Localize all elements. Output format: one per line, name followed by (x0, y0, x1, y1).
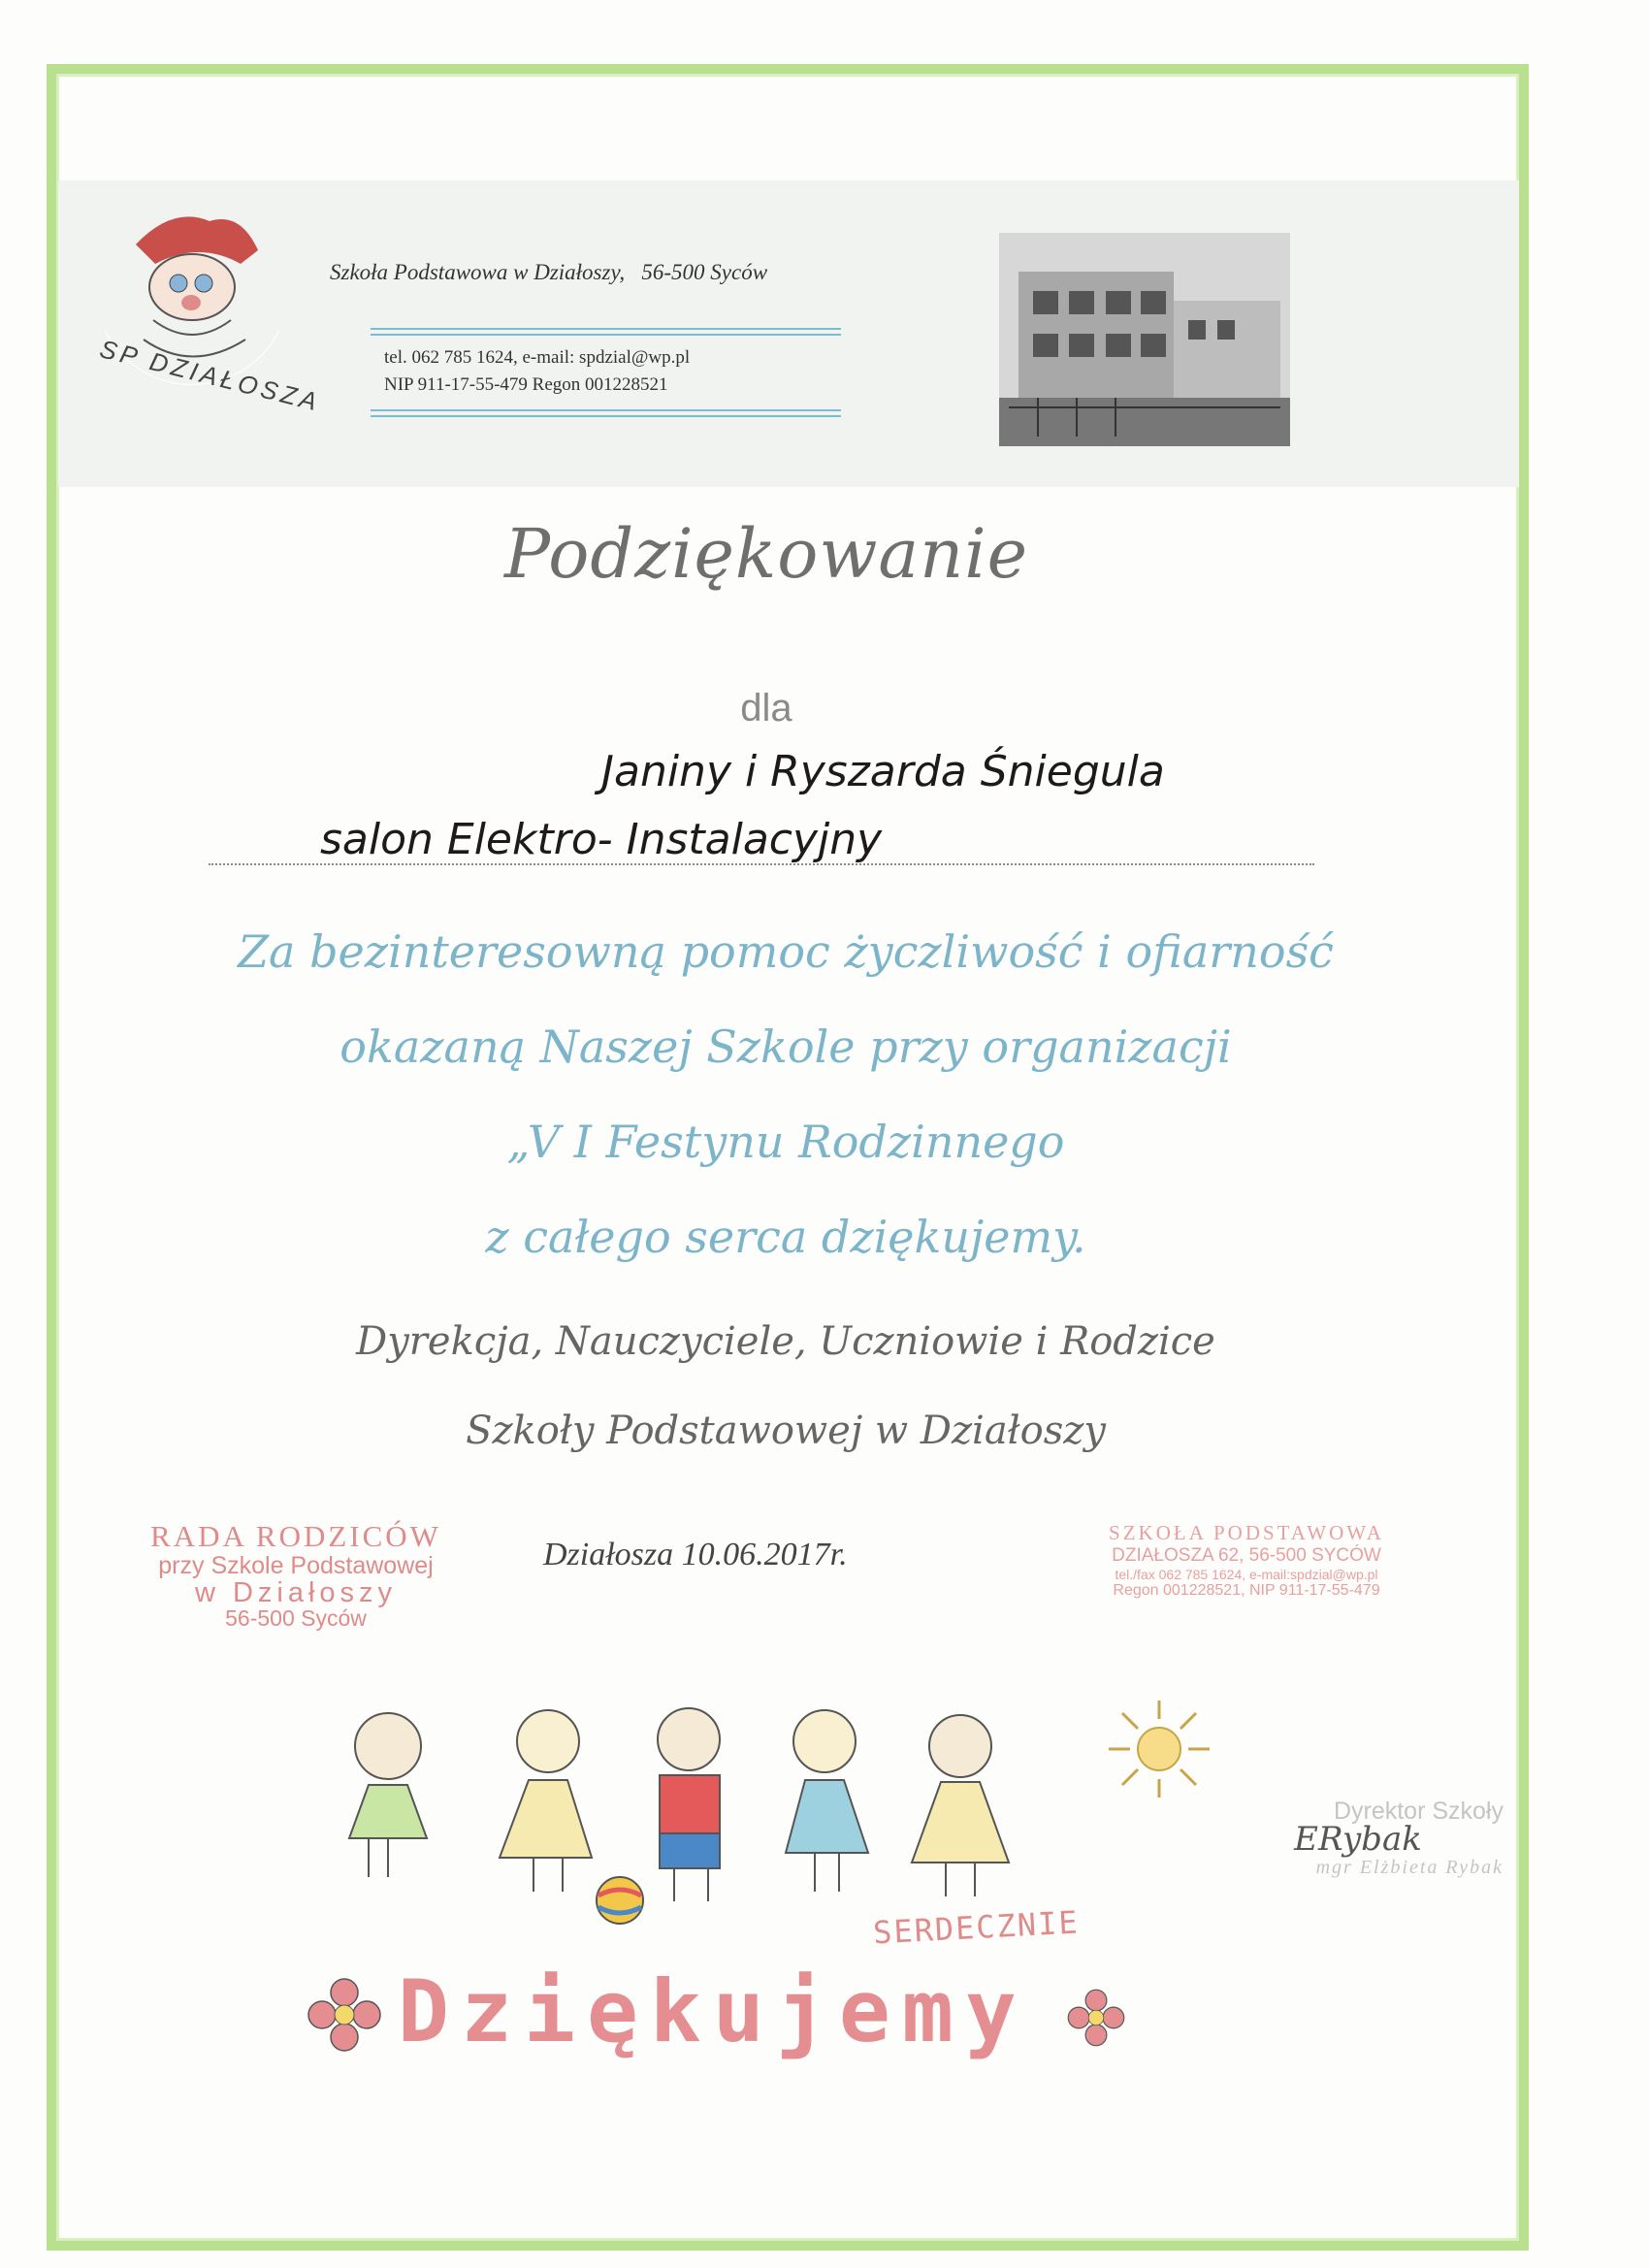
stamp-left-line: 56-500 Syców (225, 1605, 367, 1632)
message-line-4: z całego serca dziękujemy. (485, 1211, 1086, 1263)
certificate-title: Podziękowanie (503, 514, 1029, 594)
stamp-right-line: DZIAŁOSZA 62, 56-500 SYCÓW (1112, 1545, 1381, 1566)
message-line-1: Za bezinteresowną pomoc życzliwość i ofiarność (238, 925, 1334, 978)
issue-date: Działosza 10.06.2017r. (543, 1537, 848, 1572)
for-label: dla (740, 687, 792, 729)
recipient-dotted-line (209, 863, 1314, 865)
flower-icon (301, 1971, 388, 2058)
ball-drawing (594, 1874, 646, 1927)
recipient-company: salon Elektro- Instalacyjny (320, 815, 883, 864)
director-name: mgr Elżbieta Rybak (1315, 1857, 1504, 1878)
footer-small-word: SERDECZNIE (872, 1903, 1081, 1952)
director-title: Dyrektor Szkoły (1333, 1798, 1504, 1825)
from-line-1: Dyrekcja, Nauczyciele, Uczniowie i Rodzice (356, 1319, 1215, 1364)
contact-line: tel. 062 785 1624, e-mail: spdzial@wp.pl (384, 347, 691, 368)
children-illustration (330, 1693, 1028, 1945)
director-signature-block (1212, 1798, 1504, 1879)
flower-icon (1062, 1984, 1130, 2052)
message-line-2: okazaną Naszej Szkole przy organizacji (340, 1021, 1232, 1073)
stamp-left-line: w Działoszy (194, 1576, 398, 1608)
stamp-left-line: przy Szkole Podstawowej (158, 1552, 434, 1579)
footer-big-word: Dziękujemy (398, 1961, 1028, 2061)
stamp-left-line: RADA RODZICÓW (150, 1519, 441, 1553)
school-stamp (1052, 1521, 1440, 1600)
stamp-right-line: tel./fax 062 785 1624, e-mail:spdzial@wp.pl (1115, 1566, 1378, 1582)
from-line-2: Szkoły Podstawowej w Działoszy (466, 1409, 1106, 1453)
recipient-name: Janiny i Ryszarda Śniegula (601, 747, 1165, 796)
director-signature: ERybak (1294, 1820, 1422, 1859)
school-building-photo (999, 233, 1290, 446)
school-name-line: Szkoła Podstawowa w Działoszy, 56-500 Syców (330, 260, 768, 284)
registration-line: NIP 911-17-55-479 Regon 001228521 (384, 374, 668, 395)
message-line-3: „V I Festynu Rodzinnego (506, 1116, 1065, 1168)
parents-council-stamp (107, 1519, 485, 1631)
contact-box (371, 328, 841, 425)
mascot-caption: SP DZIAŁOSZA (96, 334, 324, 417)
sun-drawing (1101, 1696, 1217, 1802)
stamp-right-line: Regon 001228521, NIP 911-17-55-479 (1113, 1581, 1380, 1599)
stamp-right-line: SZKOŁA PODSTAWOWA (1109, 1521, 1384, 1544)
